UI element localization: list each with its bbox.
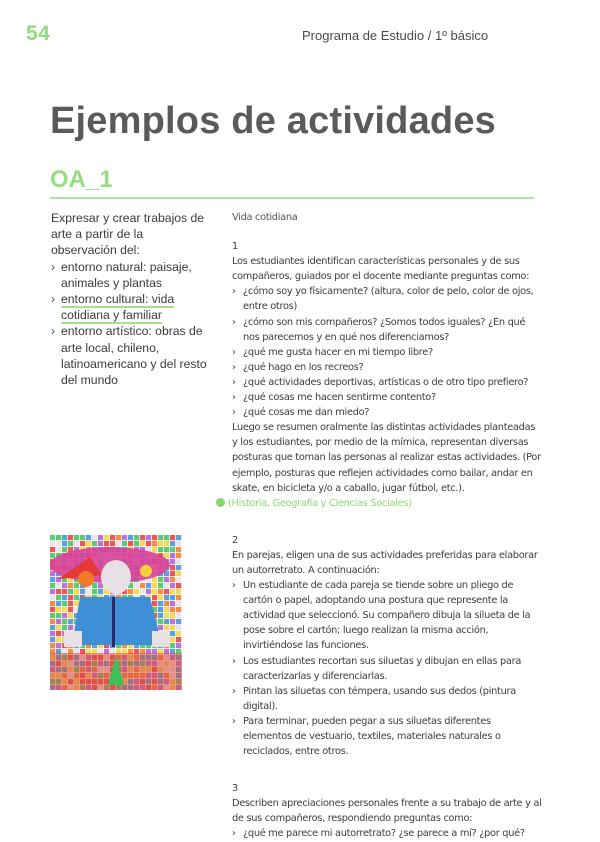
mosaic-tile: [128, 541, 133, 546]
mosaic-tile: [140, 541, 145, 546]
chevron-right-icon: ›: [232, 392, 236, 404]
mosaic-tile: [68, 613, 73, 618]
mosaic-tile: [176, 601, 181, 606]
mosaic-tile: [110, 541, 115, 546]
mosaic-tile: [86, 541, 91, 546]
mosaic-tile: [50, 601, 55, 606]
mosaic-tile: [170, 637, 175, 642]
list-item-text: ¿qué me gusta hacer en mi tiempo libre?: [243, 346, 433, 358]
objective-list: [51, 259, 211, 389]
mosaic-tile: [164, 619, 169, 624]
mosaic-tile: [74, 535, 79, 540]
running-header: Programa de Estudio / 1º básico: [302, 28, 489, 43]
mosaic-tile: [170, 625, 175, 630]
objective-item: [51, 259, 211, 291]
heading-divider: [50, 197, 534, 199]
mosaic-tile: [140, 589, 145, 594]
mosaic-tile: [170, 577, 175, 582]
mosaic-tile: [164, 607, 169, 612]
mosaic-tile: [62, 625, 67, 630]
mosaic-tile: [158, 535, 163, 540]
mosaic-tile: [146, 583, 151, 588]
mosaic-tile: [164, 535, 169, 540]
mosaic-tile: [68, 589, 73, 594]
mosaic-tile: [176, 631, 181, 636]
mosaic-tile: [50, 547, 55, 552]
mosaic-tile: [170, 565, 175, 570]
learning-objective: [51, 210, 211, 388]
mosaic-tile: [164, 553, 169, 558]
mosaic-tile: [62, 607, 67, 612]
mosaic-tile: [122, 541, 127, 546]
list-item-text: ¿qué cosas me dan miedo?: [243, 407, 370, 419]
mosaic-tile: [170, 607, 175, 612]
mosaic-tile: [176, 559, 181, 564]
activity-3: [232, 781, 542, 841]
chevron-right-icon: ›: [232, 655, 236, 667]
mosaic-tile: [56, 613, 61, 618]
cross-reference: [216, 496, 542, 511]
activity-intro: En parejas, eligen una de sus actividades preferidas para elaborar un autorretrato. A continuación:: [232, 549, 538, 576]
activity-number: 3: [232, 783, 238, 795]
mosaic-tile: [56, 631, 61, 636]
mosaic-tile: [164, 589, 169, 594]
cross-reference-icon: [216, 498, 225, 507]
mosaic-tile: [152, 601, 157, 606]
mosaic-tile: [152, 583, 157, 588]
mosaic-tile: [158, 589, 163, 594]
student-artwork-image: [50, 535, 182, 690]
mosaic-tile: [62, 613, 67, 618]
list-item: [232, 315, 542, 345]
mosaic-tile: [176, 589, 181, 594]
mosaic-tile: [92, 583, 97, 588]
mosaic-tile: [170, 631, 175, 636]
activity-intro: Describen apreciaciones personales frente a su trabajo de arte y al de sus compañeros, respondiendo preguntas como:: [232, 798, 542, 825]
mosaic-tile: [170, 535, 175, 540]
mosaic-tile: [50, 637, 55, 642]
activities-column: [228, 210, 542, 842]
cross-reference-text: (Historia, Geografía y Ciencias Sociales): [228, 497, 412, 509]
list-item-text: Un estudiante de cada pareja se tiende sobre un pliego de cartón o papel, adoptando una postura que represente la actividad que seleccionó. Su compañero dibuja la silueta de la pose sobre el cartón; luego realizan la misma acción, invirtiéndose las funciones.: [243, 580, 531, 652]
mosaic-tile: [50, 583, 55, 588]
mosaic-tile: [176, 619, 181, 624]
face: [101, 560, 131, 594]
mosaic-tile: [140, 535, 145, 540]
mosaic-tile: [152, 535, 157, 540]
spacer: [232, 511, 542, 533]
list-item: [232, 360, 542, 375]
mosaic-tile: [176, 613, 181, 618]
page-number: 54: [26, 22, 51, 45]
list-item: [232, 405, 542, 420]
objective-item-text: entorno cultural: vida cotidiana y familiar: [61, 292, 175, 323]
objective-item-text: entorno artístico: obras de arte local, chileno, latinoamericano y del resto del mundo: [61, 324, 207, 388]
mosaic-tile: [158, 625, 163, 630]
mosaic-tile: [50, 619, 55, 624]
mosaic-tile: [116, 541, 121, 546]
mosaic-tile: [134, 589, 139, 594]
list-item: [232, 826, 542, 841]
mosaic-tile: [176, 607, 181, 612]
chevron-right-icon: ›: [232, 346, 236, 358]
activity-number: 2: [232, 534, 238, 546]
mosaic-tile: [56, 619, 61, 624]
mosaic-tile: [80, 535, 85, 540]
mosaic-tile: [176, 535, 181, 540]
chevron-right-icon: ›: [232, 361, 236, 373]
mosaic-tile: [62, 547, 67, 552]
mosaic-tile: [50, 643, 55, 648]
mosaic-tile: [164, 601, 169, 606]
list-item: [232, 375, 542, 390]
activity-2: [232, 533, 542, 759]
list-item-text: ¿qué actividades deportivas, artísticas o de otro tipo prefiero?: [243, 376, 529, 388]
mosaic-tile: [50, 535, 55, 540]
mosaic-tile: [158, 541, 163, 546]
mosaic-tile: [68, 607, 73, 612]
chevron-right-icon: ›: [51, 292, 56, 307]
mosaic-tile: [56, 547, 61, 552]
list-item: [232, 578, 542, 653]
mosaic-tile: [140, 583, 145, 588]
mosaic-tile: [170, 541, 175, 546]
activity-closing: Luego se resumen oralmente las distintas actividades planteadas y los estudiantes, por medio de la mímica, representan diversas posturas que toman las personas al realizar estas actividades. (Por ejemplo, posturas que reflejen actividades como bailar, andar en skate, en bicicleta y/o a caballo, jugar fútbol, etc.).: [232, 422, 541, 494]
mosaic-tile: [164, 541, 169, 546]
list-item-text: ¿cómo soy yo físicamente? (altura, color de pelo, color de ojos, entre otros): [243, 286, 534, 313]
mosaic-tile: [92, 541, 97, 546]
mosaic-tile: [134, 541, 139, 546]
mosaic-tile: [158, 601, 163, 606]
activity-intro: Los estudiantes identifican características personales y de sus compañeros, guiados por el docente mediante preguntas como:: [232, 256, 530, 283]
mosaic-tile: [158, 607, 163, 612]
mosaic-tile: [62, 619, 67, 624]
mosaic-tile: [152, 541, 157, 546]
list-item: [232, 654, 542, 684]
mosaic-tile: [74, 589, 79, 594]
list-item-text: Para terminar, pueden pegar a sus siluetas diferentes elementos de vestuario, textiles, materiales naturales o reciclados, entre otros.: [243, 715, 501, 758]
mosaic-tile: [92, 589, 97, 594]
mosaic-tile: [62, 595, 67, 600]
mosaic-tile: [56, 535, 61, 540]
chevron-right-icon: ›: [232, 316, 236, 328]
mosaic-tile: [176, 583, 181, 588]
mosaic-tile: [158, 583, 163, 588]
mosaic-tile: [50, 589, 55, 594]
mosaic-tile: [50, 613, 55, 618]
mosaic-tile: [92, 535, 97, 540]
objective-intro: Expresar y crear trabajos de arte a partir de la observación del:: [51, 211, 205, 258]
mosaic-tile: [110, 535, 115, 540]
mosaic-tile: [170, 553, 175, 558]
mosaic-tile: [146, 541, 151, 546]
mosaic-tile: [98, 541, 103, 546]
list-item-text: ¿qué me parece mi autorretrato? ¿se parece a mí? ¿por qué?: [243, 828, 525, 840]
mosaic-tile: [176, 637, 181, 642]
mosaic-tile: [176, 553, 181, 558]
chevron-right-icon: ›: [51, 324, 56, 339]
mosaic-tile: [86, 589, 91, 594]
activity-1: [228, 239, 542, 511]
mosaic-tile: [158, 619, 163, 624]
mosaic-tile: [146, 589, 151, 594]
mosaic-tile: [50, 607, 55, 612]
mosaic-tile: [56, 607, 61, 612]
mosaic-tile: [50, 553, 55, 558]
mosaic-tile: [152, 589, 157, 594]
chevron-right-icon: ›: [232, 580, 236, 592]
chevron-right-icon: ›: [232, 685, 236, 697]
mosaic-tile: [176, 595, 181, 600]
mosaic-tile: [134, 583, 139, 588]
left-hand: [64, 631, 82, 647]
objective-item-text: entorno natural: paisaje, animales y plantas: [61, 259, 192, 290]
mosaic-artwork: [50, 535, 182, 690]
chevron-right-icon: ›: [232, 715, 236, 727]
mosaic-tile: [170, 547, 175, 552]
list-item: [232, 284, 542, 314]
mosaic-tile: [80, 589, 85, 594]
spacer: [232, 759, 542, 781]
mosaic-tile: [158, 613, 163, 618]
mosaic-tile: [164, 613, 169, 618]
page-title: Ejemplos de actividades: [50, 100, 496, 142]
mosaic-tile: [164, 625, 169, 630]
mosaic-tile: [164, 595, 169, 600]
mosaic-tile: [62, 583, 67, 588]
mosaic-tile: [56, 625, 61, 630]
list-item: [232, 345, 542, 360]
chevron-right-icon: ›: [232, 376, 236, 388]
list-item: [232, 390, 542, 405]
jacket: [72, 597, 162, 645]
mosaic-tile: [164, 577, 169, 582]
mosaic-tile: [170, 613, 175, 618]
list-item: [232, 714, 542, 759]
objective-item: [51, 323, 211, 388]
mosaic-tile: [176, 625, 181, 630]
mosaic-tile: [50, 631, 55, 636]
mosaic-tile: [170, 583, 175, 588]
yellow-sun: [140, 565, 152, 577]
mosaic-tile: [68, 619, 73, 624]
mosaic-tile: [68, 595, 73, 600]
section-label: Vida cotidiana: [232, 212, 298, 223]
mosaic-tile: [56, 595, 61, 600]
mosaic-tile: [86, 535, 91, 540]
mosaic-tile: [164, 583, 169, 588]
mosaic-tile: [62, 541, 67, 546]
list-item: [232, 684, 542, 714]
mosaic-tile: [74, 595, 79, 600]
chevron-right-icon: ›: [232, 286, 236, 298]
activity-number: 1: [232, 241, 238, 253]
mosaic-tile: [128, 535, 133, 540]
mosaic-tile: [68, 583, 73, 588]
mosaic-tile: [170, 589, 175, 594]
oa-heading: OA_1: [50, 166, 113, 193]
mosaic-tile: [164, 547, 169, 552]
mosaic-tile: [158, 595, 163, 600]
mosaic-tile: [170, 619, 175, 624]
mosaic-tile: [74, 583, 79, 588]
mosaic-tile: [146, 535, 151, 540]
mosaic-tile: [170, 559, 175, 564]
chevron-right-icon: ›: [51, 259, 56, 274]
mosaic-tile: [56, 601, 61, 606]
mosaic-tile: [50, 625, 55, 630]
mosaic-tile: [170, 595, 175, 600]
mosaic-tile: [170, 601, 175, 606]
list-item-text: Los estudiantes recortan sus siluetas y dibujan en ellas para caracterizarlas y diferenciarlas.: [243, 655, 522, 682]
mosaic-tile: [68, 601, 73, 606]
mosaic-tile: [56, 589, 61, 594]
mosaic-tile: [176, 571, 181, 576]
mosaic-tile: [74, 601, 79, 606]
mosaic-tile: [68, 535, 73, 540]
mosaic-tile: [62, 535, 67, 540]
mosaic-tile: [134, 535, 139, 540]
objective-item-highlighted: [51, 291, 211, 323]
right-hand: [152, 631, 170, 647]
list-item-text: ¿qué cosas me hacen sentirme contento?: [243, 392, 436, 404]
mosaic-tile: [104, 541, 109, 546]
activity-question-list: [232, 826, 542, 841]
list-item-text: Pintan las siluetas con témpera, usando sus dedos (pintura digital).: [243, 685, 516, 712]
mosaic-tile: [152, 595, 157, 600]
mosaic-tile: [104, 535, 109, 540]
mosaic-tile: [152, 577, 157, 582]
mosaic-tile: [98, 535, 103, 540]
mosaic-tile: [56, 583, 61, 588]
mosaic-tile: [176, 541, 181, 546]
list-item-text: ¿qué hago en los recreos?: [243, 361, 364, 373]
mosaic-tile: [50, 577, 55, 582]
mosaic-tile: [56, 637, 61, 642]
mosaic-tile: [176, 565, 181, 570]
mosaic-tile: [170, 571, 175, 576]
mosaic-tile: [176, 577, 181, 582]
mosaic-tile: [122, 535, 127, 540]
orange-circle: [78, 571, 94, 587]
mosaic-tile: [68, 625, 73, 630]
mosaic-tile: [98, 589, 103, 594]
mosaic-tile: [116, 535, 121, 540]
mosaic-tile: [68, 541, 73, 546]
mosaic-tile: [158, 577, 163, 582]
mosaic-tile: [128, 589, 133, 594]
mosaic-tile: [50, 595, 55, 600]
list-item-text: ¿cómo son mis compañeros? ¿Somos todos iguales? ¿En qué nos parecemos y en qué nos diferenciamos?: [243, 316, 526, 343]
mosaic-tile: [152, 547, 157, 552]
mosaic-tile: [56, 541, 61, 546]
mosaic-tile: [62, 589, 67, 594]
mosaic-tile: [170, 643, 175, 648]
mosaic-tile: [176, 547, 181, 552]
mosaic-tile: [56, 643, 61, 648]
activity-step-list: [232, 578, 542, 759]
mosaic-tile: [158, 547, 163, 552]
mosaic-tile: [74, 541, 79, 546]
chevron-right-icon: ›: [232, 407, 236, 419]
mosaic-tile: [176, 643, 181, 648]
mosaic-tile: [80, 541, 85, 546]
jacket-buttons: [112, 597, 115, 647]
chevron-right-icon: ›: [232, 828, 236, 840]
mosaic-tile: [62, 601, 67, 606]
activity-question-list: [232, 284, 542, 420]
mosaic-tile: [50, 541, 55, 546]
